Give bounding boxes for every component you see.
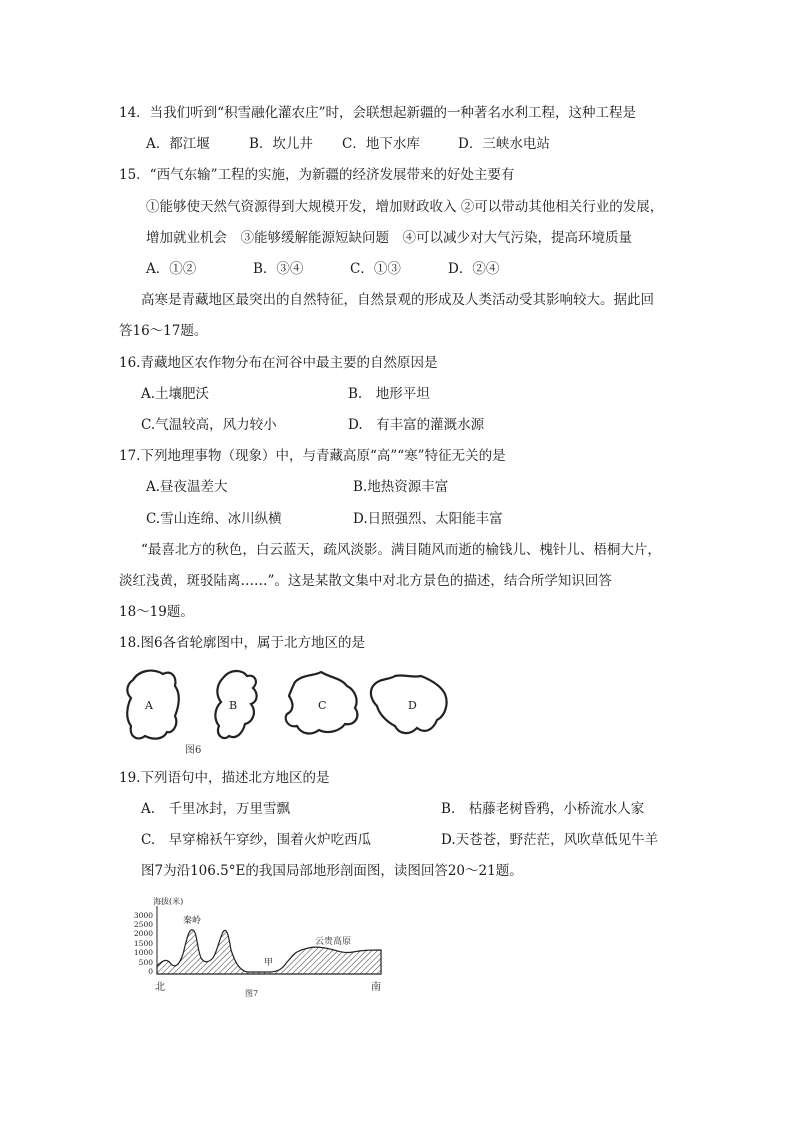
province-outline-a bbox=[127, 671, 179, 739]
q16-stem: 16.青藏地区农作物分布在河谷中最主要的自然原因是 bbox=[119, 355, 438, 371]
q14-option-c: C．地下水库 bbox=[342, 136, 420, 152]
q17-option-d: D.日照强烈、太阳能丰富 bbox=[353, 511, 503, 527]
q15-option-b: B．③④ bbox=[253, 261, 304, 277]
figure7-ytick: 1000 bbox=[133, 948, 153, 957]
q17-stem: 17.下列地理事物（现象）中，与青藏高原“高”“寒”特征无关的是 bbox=[119, 448, 506, 464]
q17-option-b: B.地热资源丰富 bbox=[353, 479, 449, 495]
figure7-ylabel: 海拔(米) bbox=[153, 897, 184, 906]
passage3-line1: 图7为沿106.5°E的我国局部地形剖面图，读图回答20～21题。 bbox=[141, 863, 523, 879]
figure7-terrain-profile bbox=[119, 892, 401, 1007]
figure7-caption: 图7 bbox=[245, 989, 259, 998]
q19-option-c: C. 早穿棉袄午穿纱，围着火炉吃西瓜 bbox=[141, 832, 372, 848]
figure7-ytick: 1500 bbox=[133, 939, 153, 948]
figure7-south-label: 南 bbox=[371, 982, 381, 993]
q15-option-a: A．①② bbox=[146, 261, 197, 277]
q16-option-b: B. 地形平坦 bbox=[348, 386, 430, 402]
figure7-ytick: 2000 bbox=[133, 929, 153, 938]
q14-stem: 14．当我们听到“积雪融化灌农庄”时，会联想起新疆的一种著名水利工程，这种工程是 bbox=[119, 105, 636, 121]
figure7-ytick: 2500 bbox=[133, 920, 153, 929]
q19-option-a: A. 千里冰封，万里雪飘 bbox=[141, 801, 291, 817]
q14-option-b: B．坎儿井 bbox=[249, 136, 313, 152]
q15-statement-line2: 增加就业机会 ③能够缓解能源短缺问题 ④可以减少对大气污染，提高环境质量 bbox=[146, 230, 632, 246]
passage2-line3: 18～19题。 bbox=[119, 604, 194, 620]
q19-option-d: D.天苍苍，野茫茫，风吹草低见牛羊 bbox=[441, 832, 659, 848]
passage1-line1: 高寒是青藏地区最突出的自然特征，自然景观的形成及人类活动受其影响较大。据此回 bbox=[141, 292, 654, 308]
q17-option-a: A.昼夜温差大 bbox=[146, 479, 228, 495]
figure7-plateau-label: 云贵高原 bbox=[315, 937, 352, 947]
q15-option-c: C．①③ bbox=[350, 261, 401, 277]
figure6-label-a: A bbox=[145, 699, 153, 712]
q16-option-a: A.土壤肥沃 bbox=[141, 386, 210, 402]
q15-option-d: D．②④ bbox=[448, 261, 500, 277]
figure7-point-label: 甲 bbox=[264, 958, 274, 968]
passage2-line1: “最喜北方的秋色，白云蓝天，疏风淡影。满目随风而逝的榆钱儿、槐针儿、梧桐大片， bbox=[141, 542, 661, 558]
figure6-label-d: D bbox=[408, 699, 417, 712]
q16-option-c: C.气温较高，风力较小 bbox=[141, 417, 277, 433]
q15-stem: 15．“西气东输”工程的实施，为新疆的经济发展带来的好处主要有 bbox=[119, 167, 515, 183]
figure6-caption: 图6 bbox=[185, 745, 202, 756]
figure7-ytick: 500 bbox=[138, 958, 153, 967]
passage2-line2: 淡红浅黄，斑驳陆离……”。这是某散文集中对北方景色的描述，结合所学知识回答 bbox=[119, 573, 612, 589]
figure6-province-outlines bbox=[119, 660, 451, 758]
q15-statement-line1: ①能够使天然气资源得到大规模开发，增加财政收入 ②可以带动其他相关行业的发展， bbox=[146, 199, 664, 215]
figure6-label-b: B bbox=[229, 699, 238, 712]
figure6-label-c: C bbox=[318, 699, 327, 712]
figure7-peak-label: 秦岭 bbox=[183, 916, 202, 926]
q18-stem: 18.图6各省轮廓图中，属于北方地区的是 bbox=[119, 635, 366, 651]
q14-option-d: D．三峡水电站 bbox=[458, 136, 550, 152]
q16-option-d: D. 有丰富的灌溉水源 bbox=[348, 417, 485, 433]
q19-option-b: B. 枯藤老树昏鸦，小桥流水人家 bbox=[441, 801, 645, 817]
q17-option-c: C.雪山连绵、冰川纵横 bbox=[146, 511, 282, 527]
figure7-north-label: 北 bbox=[155, 982, 165, 993]
passage1-line2: 答16～17题。 bbox=[119, 323, 208, 339]
q19-stem: 19.下列语句中，描述北方地区的是 bbox=[119, 770, 330, 786]
q14-option-a: A．都江堰 bbox=[146, 136, 210, 152]
figure7-ytick: 3000 bbox=[133, 911, 153, 920]
figure7-ytick: 0 bbox=[148, 967, 153, 976]
